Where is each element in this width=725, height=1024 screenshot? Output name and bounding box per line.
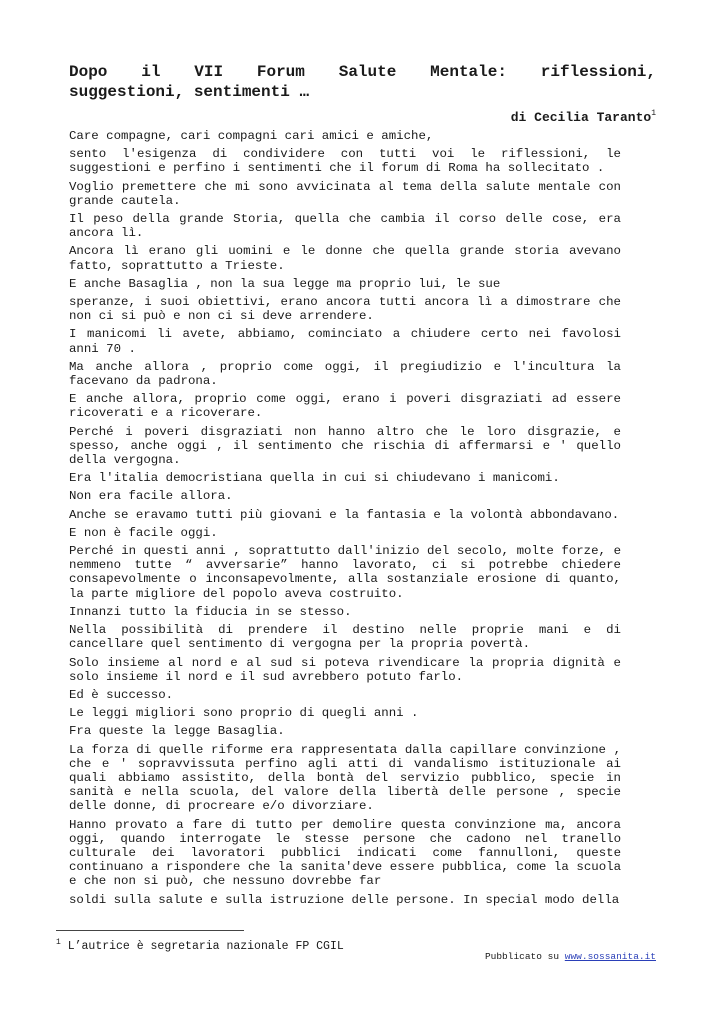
document-title: [69, 62, 656, 102]
title-line-2: suggestioni, sentimenti …: [69, 83, 310, 101]
body-paragraph: Nella possibilità di prendere il destino nelle proprie mani e di cancellare quel sentimento di vergogna per la propria povertà.: [69, 623, 621, 652]
body-paragraph: Care compagne, cari compagni cari amici e amiche,: [69, 129, 434, 143]
body-paragraph: Voglio premettere che mi sono avvicinata al tema della salute mentale con grande cautela.: [69, 179, 621, 208]
body-paragraph: Anche se eravamo tutti più giovani e la fantasia e la volontà abbondavano.: [69, 507, 620, 522]
body-paragraph: Non era facile allora.: [69, 489, 233, 504]
footnote-text: L’autrice è segretaria nazionale FP CGIL: [67, 940, 344, 953]
author-footnote-mark: 1: [651, 109, 656, 118]
author-name: di Cecilia Taranto: [510, 110, 652, 125]
body-paragraph: Fra queste la legge Basaglia.: [69, 724, 285, 739]
footnote-divider: [56, 930, 244, 931]
body-paragraph: Hanno provato a fare di tutto per demolire questa convinzione ma, ancora oggi, quando interrogate le stesse persone che cadono nel tranello culturale dei lavoratori pubblici indicati come fannulloni, queste continuano a rispondere che la sanita'deve essere pubblica, come la scuola e che non si può, che nessuno dovrebbe far: [69, 817, 621, 889]
body-paragraph: Ancora lì erano gli uomini e le donne che quella grande storia avevano fatto, soprattutto a Trieste.: [69, 244, 621, 273]
body-paragraph: soldi sulla salute e sulla istruzione delle persone. In special modo della: [69, 892, 620, 907]
body-paragraph: Le leggi migliori sono proprio di quegli anni .: [69, 706, 419, 721]
body-paragraph: I manicomi li avete, abbiamo, cominciato a chiudere certo nei favolosi anni 70 .: [69, 327, 621, 356]
body-paragraph: Il peso della grande Storia, quella che cambia il corso delle cose, era ancora lì.: [69, 212, 621, 241]
body-paragraph: Perché in questi anni , soprattutto dall'inizio del secolo, molte forze, e nemmeno tutte “ avversarie” hanno lavorato, ci si potrebbe chiedere consapevolmente o inconsapevolmente, alla sostanziale erosione di quanto, la parte migliore del popolo aveva costruito.: [69, 544, 621, 601]
footnote-mark: 1: [56, 938, 61, 947]
body-paragraph: Perché i poveri disgraziati non hanno altro che le loro disgrazie, e spesso, anche oggi , il sentimento che rischia di affermarsi e ' quello della vergogna.: [69, 424, 621, 468]
body-paragraph: speranze, i suoi obiettivi, erano ancora tutti ancora lì a dimostrare che non ci si può e non ci si deve arrendere.: [69, 295, 621, 324]
document-body: [69, 129, 621, 911]
body-paragraph: sento l'esigenza di condividere con tutti voi le riflessioni, le suggestioni e perfino i sentimenti che il forum di Roma ha sollecitato .: [69, 147, 621, 176]
body-paragraph: Solo insieme al nord e al sud si poteva rivendicare la propria dignità e solo insieme il nord e il sud avrebbero potuto farlo.: [69, 655, 621, 684]
body-paragraph: E non è facile oggi.: [69, 525, 218, 540]
body-paragraph: Ma anche allora , proprio come oggi, il pregiudizio e l'incultura la facevano da padrona.: [69, 359, 621, 389]
author-byline: [511, 106, 656, 126]
title-line-1: Dopo il VII Forum Salute Mentale: riflessioni,: [69, 63, 656, 81]
body-paragraph: E anche allora, proprio come oggi, erano i poveri disgraziati ad essere ricoverati e a ricoverare.: [69, 392, 621, 421]
footer-label: Pubblicato su: [484, 951, 560, 962]
body-paragraph: Era l'italia democristiana quella in cui si chiudevano i manicomi.: [69, 471, 560, 486]
body-paragraph: Innanzi tutto la fiducia in se stesso.: [69, 604, 352, 619]
footnote: [56, 936, 344, 954]
footer-link[interactable]: www.sossanita.it: [564, 951, 656, 962]
page-footer: [485, 951, 656, 963]
body-paragraph: E anche Basaglia , non la sua legge ma proprio lui, le sue: [69, 276, 501, 291]
body-paragraph: Ed è successo.: [69, 687, 174, 702]
body-paragraph: La forza di quelle riforme era rappresentata dalla capillare convinzione , che e ' sopravvissuta perfino agli atti di vandalismo istituzionale ai quali abbiamo assistito, della bontà del servizio pubblico, specie in sanità e nella scuola, del valore della libertà delle persone , specie delle donne, di procreare e/o divorziare.: [69, 742, 621, 814]
